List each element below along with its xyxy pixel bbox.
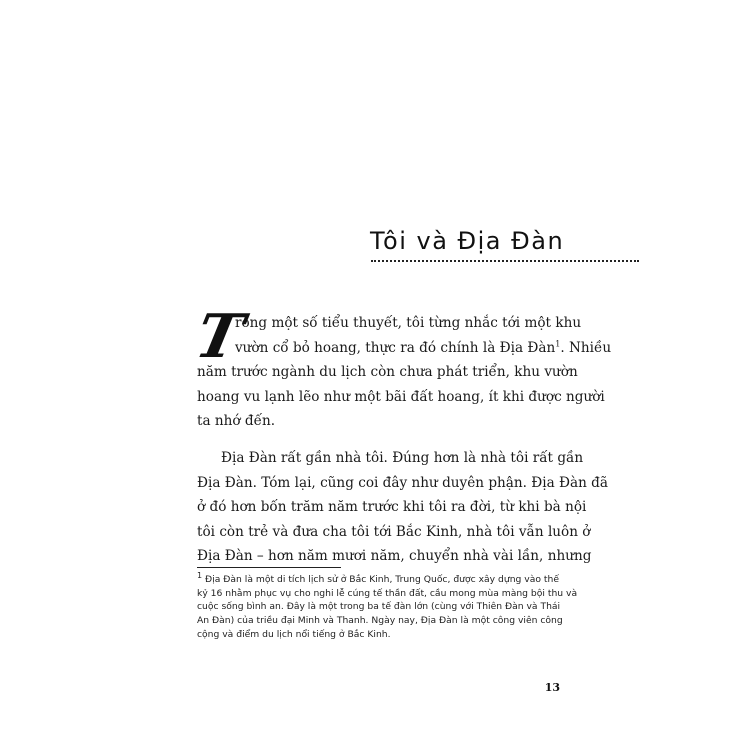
drop-cap: T — [189, 302, 250, 372]
footnote-line: kỷ 16 nhằm phục vụ cho nghi lễ cúng tế thần đất, cầu mong mùa màng bội thu và — [197, 587, 578, 599]
paragraph-2 — [197, 446, 608, 569]
paragraph-1 — [189, 302, 612, 434]
paragraph-line: Địa Đàn. Tóm lại, cũng coi đây như duyên phận. Địa Đàn đã — [197, 474, 608, 491]
paragraph-line-with-footnote — [197, 336, 612, 361]
footnote-line: cộng và điểm du lịch nổi tiếng ở Bắc Kinh. — [197, 628, 391, 640]
body-text — [189, 302, 612, 569]
footnote-line-first — [197, 570, 559, 587]
paragraph-line: Địa Đàn – hơn năm mươi năm, chuyển nhà vài lần, nhưng — [197, 548, 592, 565]
paragraph-line: năm trước ngành du lịch còn chưa phát triển, khu vườn — [197, 364, 578, 381]
footnote-reference[interactable]: 1 — [555, 339, 561, 349]
paragraph-line: ở đó hơn bốn trăm năm trước khi tôi ra đời, từ khi bà nội — [197, 499, 587, 516]
page-number: 13 — [544, 681, 560, 694]
footnote — [197, 570, 578, 642]
title-dotted-rule — [371, 260, 639, 262]
footnote-line: An Đàn) của triều đại Minh và Thanh. Ngày nay, Địa Đàn là một công viên công — [197, 615, 563, 627]
paragraph-line: Địa Đàn rất gần nhà tôi. Đúng hơn là nhà tôi rất gần — [221, 449, 584, 466]
paragraph-line: rong một số tiểu thuyết, tôi từng nhắc tới một khu — [235, 315, 582, 331]
paragraph-line-tail: . Nhiều — [560, 339, 612, 356]
paragraph-line: ta nhớ đến. — [197, 413, 276, 430]
footnote-line-text: Địa Đàn là một di tích lịch sử ở Bắc Kinh, Trung Quốc, được xây dựng vào thế — [205, 574, 559, 585]
paragraph-line: tôi còn trẻ và đưa cha tôi tới Bắc Kinh, nhà tôi vẫn luôn ở — [197, 523, 591, 540]
chapter-title: Tôi và Địa Đàn — [370, 227, 565, 255]
footnote-line: cuộc sống bình an. Đây là một trong ba tế đàn lớn (cùng với Thiên Đàn và Thái — [197, 601, 561, 613]
footnote-mark: 1 — [197, 570, 203, 580]
footnote-divider — [197, 567, 341, 568]
paragraph-line-text: vườn cổ bỏ hoang, thực ra đó chính là Địa Đàn — [235, 339, 556, 356]
paragraph-line: hoang vu lạnh lẽo như một bãi đất hoang, ít khi được người — [197, 388, 605, 405]
